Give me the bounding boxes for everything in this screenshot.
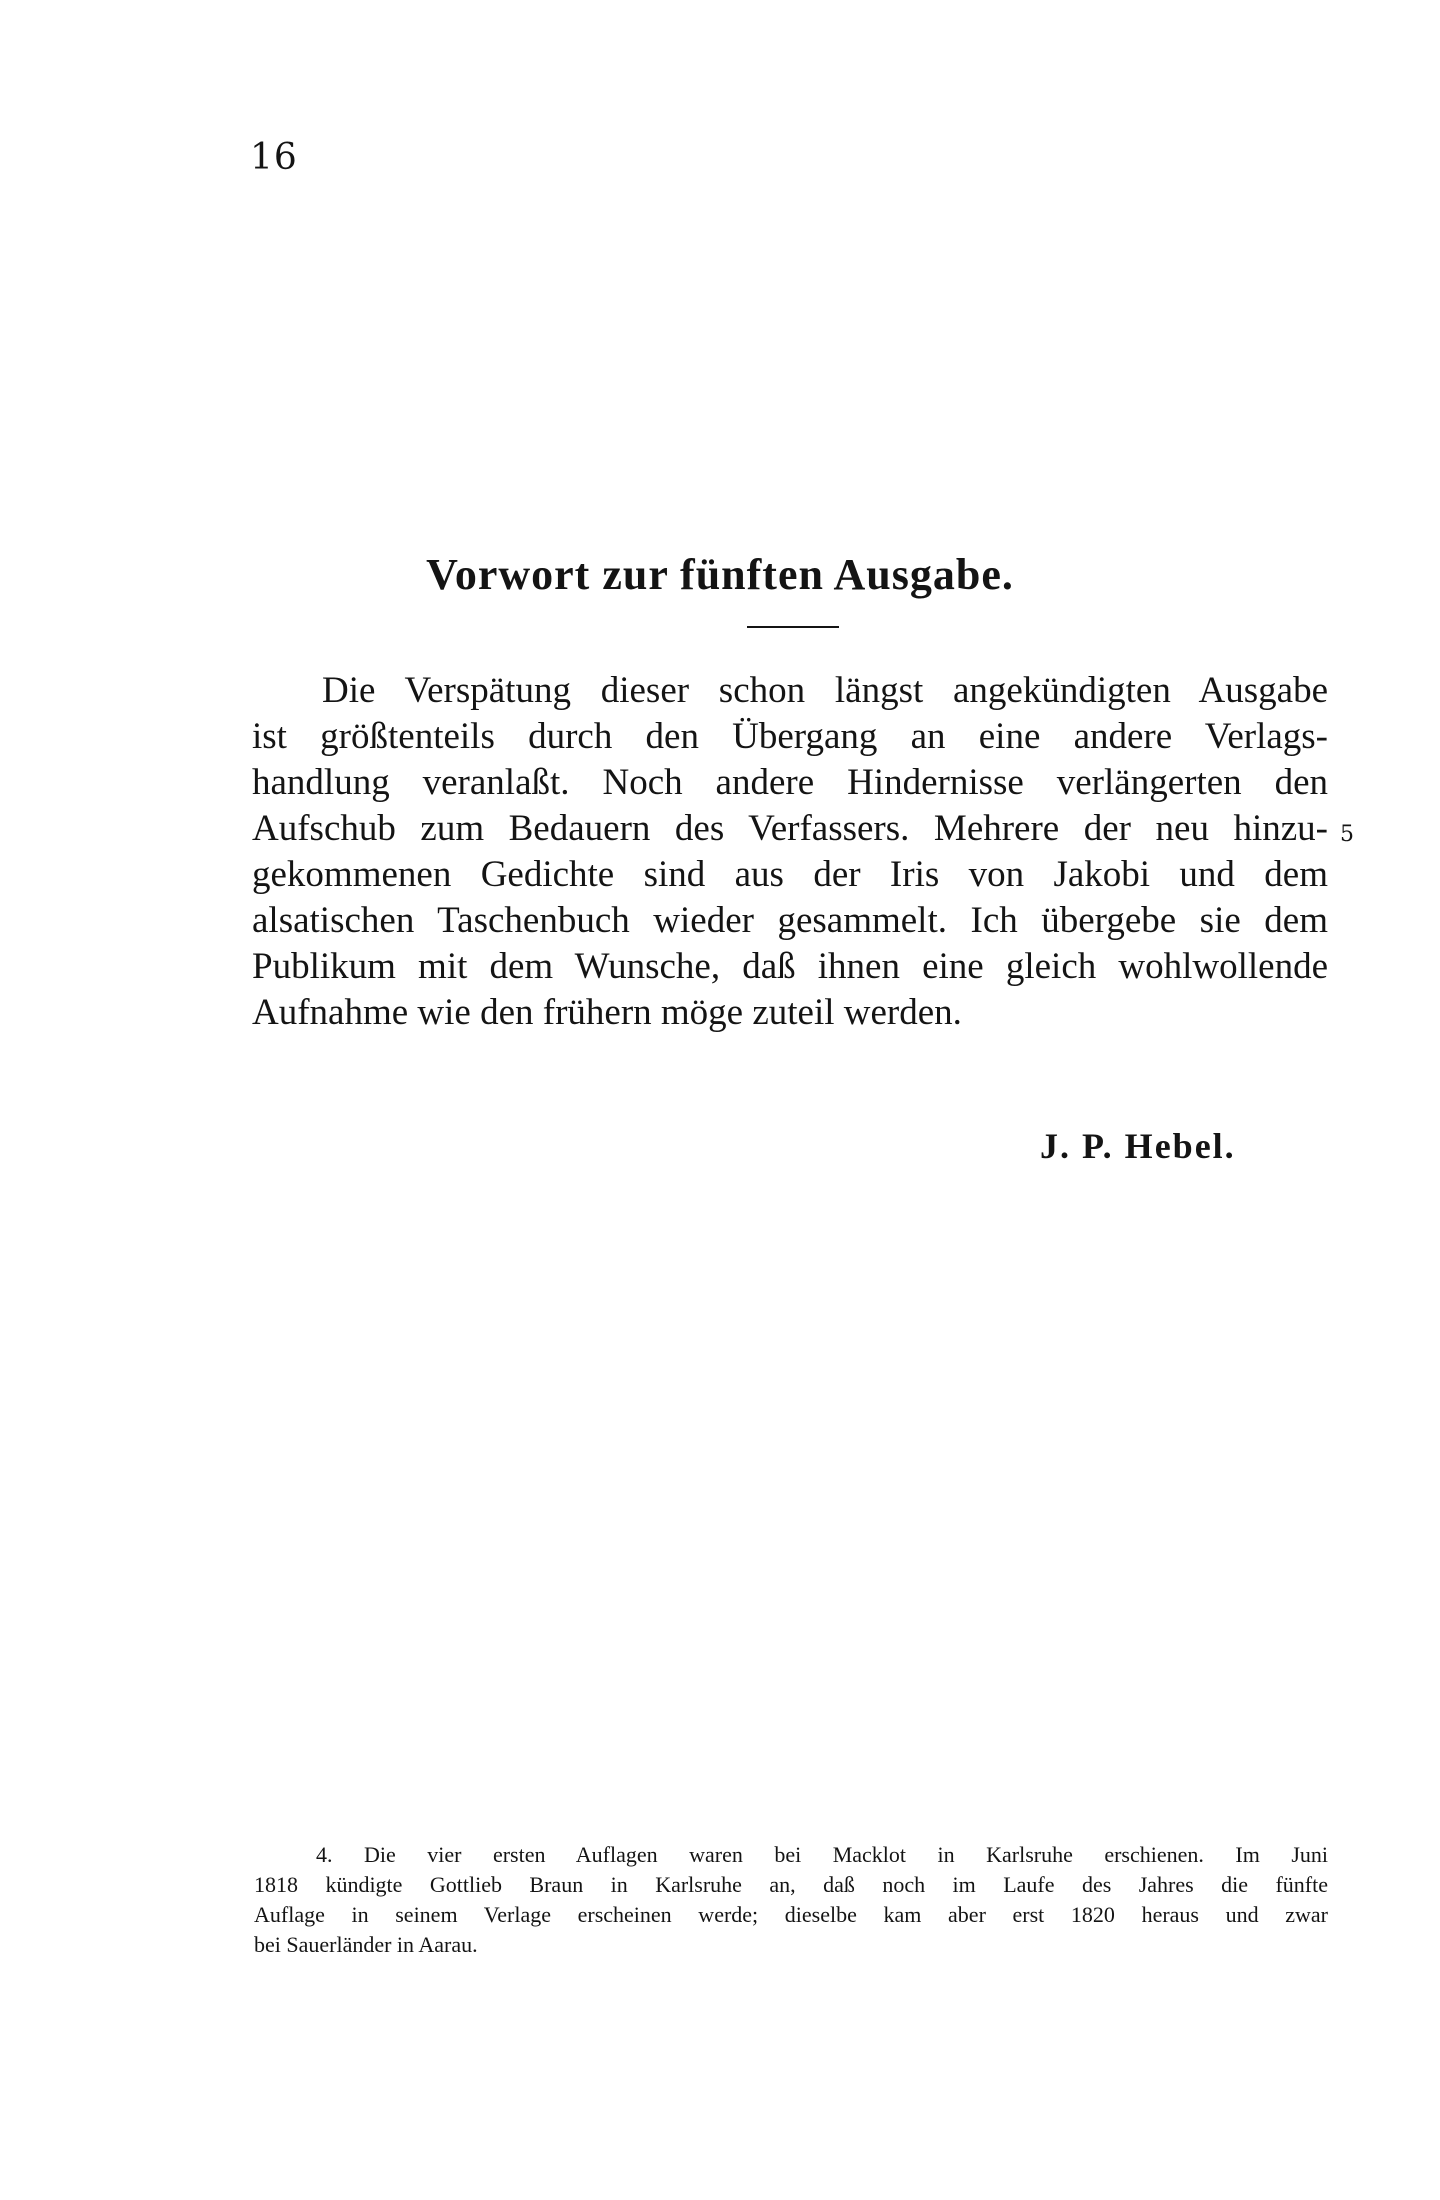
footnote-line: Auflage in seinem Verlage erscheinen werde; dieselbe kam aber erst 1820 heraus und zwar: [254, 1902, 1328, 1927]
page-title: Vorwort zur fünften Ausgabe.: [426, 550, 1014, 599]
preface-body: [252, 668, 1328, 1036]
body-line: gekommenen Gedichte sind aus der Iris von Jakobi und dem: [252, 854, 1328, 895]
body-line: Die Verspätung dieser schon längst angekündigten Ausgabe: [322, 670, 1328, 711]
title-rule: [747, 626, 839, 628]
page-number: 16: [250, 137, 298, 178]
body-line: alsatischen Taschenbuch wieder gesammelt. Ich übergebe sie dem: [252, 900, 1328, 941]
body-line: Aufnahme wie den frühern möge zuteil werden.: [252, 992, 962, 1033]
body-line: Publikum mit dem Wunsche, daß ihnen eine gleich wohlwollende: [252, 946, 1328, 987]
line-number-marker: 5: [1340, 822, 1354, 847]
footnote-line: 4. Die vier ersten Auflagen waren bei Macklot in Karlsruhe erschienen. Im Juni: [316, 1842, 1328, 1867]
body-line: handlung veranlaßt. Noch andere Hindernisse verlängerten den: [252, 762, 1328, 803]
footnote-line: bei Sauerländer in Aarau.: [254, 1932, 478, 1957]
body-line: ist größtenteils durch den Übergang an eine andere Verlags-: [252, 716, 1328, 757]
body-line: Aufschub zum Bedauern des Verfassers. Mehrere der neu hinzu-: [252, 808, 1328, 849]
footnote-line: 1818 kündigte Gottlieb Braun in Karlsruhe an, daß noch im Laufe des Jahres die fünfte: [254, 1872, 1328, 1897]
signature: J. P. Hebel.: [1040, 1126, 1236, 1166]
footnote: [254, 1840, 1328, 1960]
